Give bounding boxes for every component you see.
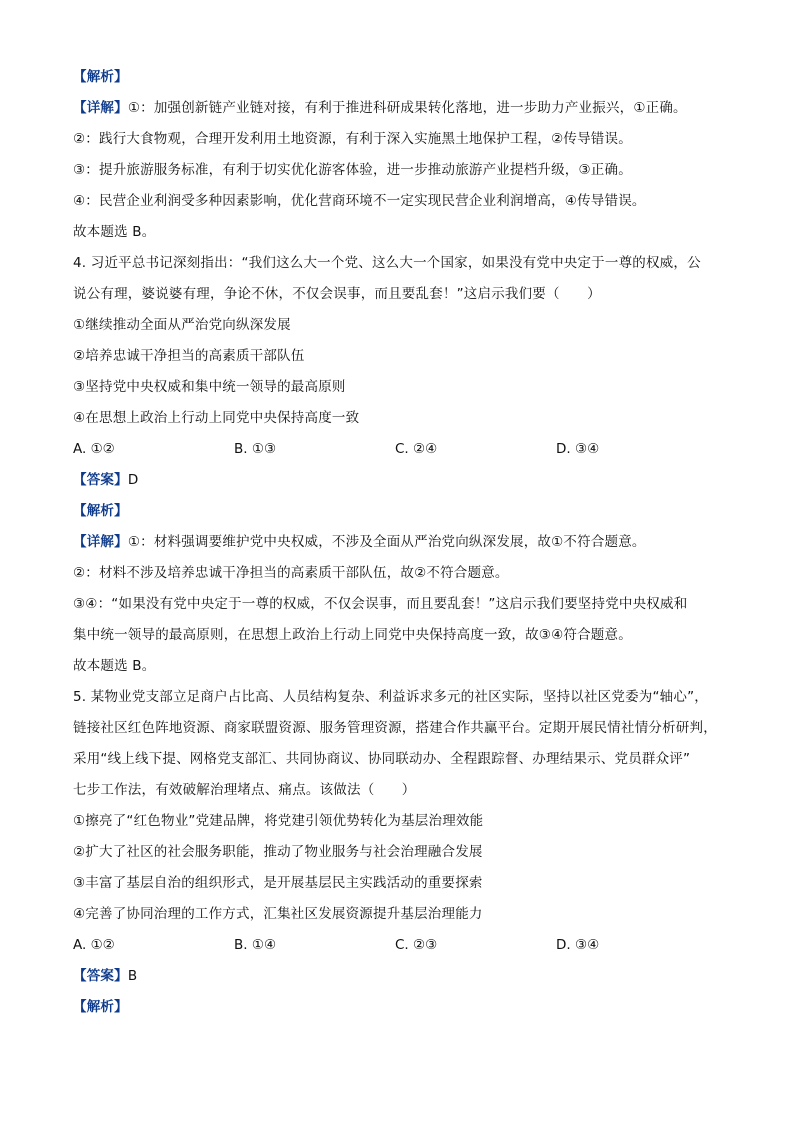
question-5-option: ③丰富了基层自治的组织形式，是开展基层民主实践活动的重要探索	[73, 875, 483, 891]
analysis-label: 【解析】	[73, 69, 128, 85]
question-4-option: ②培养忠诚干净担当的高素质干部队伍	[73, 348, 305, 364]
question-5-option: ①擦亮了“红色物业”党建品牌，将党建引领优势转化为基层治理效能	[73, 813, 484, 829]
answer-line	[73, 465, 733, 496]
question-4-option: ①继续推动全面从严治党向纵深发展	[73, 317, 291, 333]
choice-c: C. ②④	[395, 441, 438, 457]
answer-value: B	[127, 968, 138, 984]
detail-line: 【详解】①：加强创新链产业链对接，有利于推进科研成果转化落地，进一步助力产业振兴，①正确。	[73, 100, 687, 116]
detail-line: 集中统一领导的最高原则，在思想上政治上行动上同党中央保持高度一致，故③④符合题意。	[73, 627, 632, 643]
detail-label: 【详解】	[73, 534, 128, 550]
analysis-label: 【解析】	[73, 503, 128, 519]
question-5-stem: 采用“线上线下提、网格党支部汇、共同协商议、协同联动办、全程跟踪督、办理结果示、党员群众评”	[73, 751, 691, 767]
detail-line: ④：民营企业利润受多种因素影响，优化营商环境不一定实现民营企业利润增高，④传导错误。	[73, 193, 646, 209]
choice-c: C. ②③	[395, 937, 438, 953]
question-5-stem: 5. 某物业党支部立足商户占比高、人员结构复杂、利益诉求多元的社区实际，坚持以社区党委为“轴心”，	[73, 689, 708, 705]
detail-line: 【详解】①：材料强调要维护党中央权威，不涉及全面从严治党向纵深发展，故①不符合题意。	[73, 534, 646, 550]
analysis-label: 【解析】	[73, 999, 128, 1015]
document-page	[73, 62, 733, 1023]
question-5-stem: 链接社区红色阵地资源、商家联盟资源、服务管理资源，搭建合作共赢平台。定期开展民情社情分析研判，	[73, 720, 717, 736]
answer-label: 【答案】	[73, 968, 128, 984]
detail-line: ②：材料不涉及培养忠诚干净担当的高素质干部队伍，故②不符合题意。	[73, 565, 509, 581]
detail-label: 【详解】	[73, 100, 128, 116]
question-4-option: ④在思想上政治上行动上同党中央保持高度一致	[73, 410, 360, 426]
answer-line	[73, 961, 733, 992]
question-4-choices	[73, 434, 733, 465]
detail-line: ③④：“如果没有党中央定于一尊的权威，不仅会误事，而且要乱套！”这启示我们要坚持党中央权威和	[73, 596, 688, 612]
choice-a: A. ①②	[73, 937, 115, 953]
choice-d: D. ③④	[556, 441, 600, 457]
choice-b: B. ①④	[234, 937, 277, 953]
question-5-option: ④完善了协同治理的工作方式，汇集社区发展资源提升基层治理能力	[73, 906, 483, 922]
detail-line: ③：提升旅游服务标准，有利于切实优化游客体验，进一步推动旅游产业提档升级，③正确。	[73, 162, 632, 178]
question-4-stem: 说公有理，婆说婆有理，争论不休，不仅会误事，而且要乱套！”这启示我们要（ ）	[73, 286, 601, 302]
answer-label: 【答案】	[73, 472, 128, 488]
answer-value: D	[127, 472, 139, 488]
detail-line: ②：践行大食物观，合理开发利用土地资源，有利于深入实施黑土地保护工程，②传导错误。	[73, 131, 632, 147]
question-5-option: ②扩大了社区的社会服务职能，推动了物业服务与社会治理融合发展	[73, 844, 483, 860]
choice-d: D. ③④	[556, 937, 600, 953]
conclusion: 故本题选 B。	[73, 658, 156, 674]
question-4-option: ③坚持党中央权威和集中统一领导的最高原则	[73, 379, 346, 395]
choice-a: A. ①②	[73, 441, 115, 457]
question-5-choices	[73, 930, 733, 961]
choice-b: B. ①③	[234, 441, 277, 457]
question-5-stem: 七步工作法，有效破解治理堵点、痛点。该做法（ ）	[73, 782, 416, 798]
question-4-stem: 4. 习近平总书记深刻指出：“我们这么大一个党、这么大一个国家，如果没有党中央定于一尊的权威，公	[73, 255, 701, 271]
conclusion: 故本题选 B。	[73, 224, 156, 240]
